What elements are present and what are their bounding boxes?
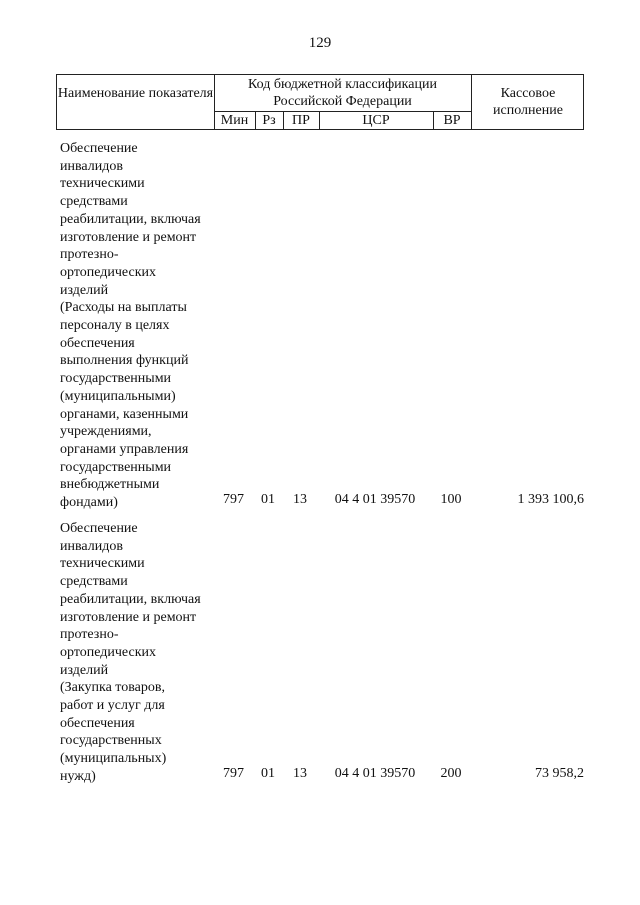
- row-name: [60, 140, 220, 512]
- row-name-line: работ и услуг для: [60, 698, 165, 714]
- header-rz: Рз: [262, 113, 276, 128]
- row-name-line: реабилитации, включая: [60, 211, 201, 227]
- header-name: Наименование показателя: [57, 86, 214, 101]
- header-vr: ВР: [443, 113, 461, 128]
- row-name-line: учреждениями,: [60, 424, 152, 440]
- row-name-line: реабилитации, включая: [60, 591, 201, 607]
- row-name-line: обеспечения: [60, 715, 135, 731]
- row-name-line: изделий: [60, 282, 109, 298]
- cell-pr: 13: [293, 766, 307, 781]
- header-amount: Кассовое исполнение: [493, 86, 563, 118]
- cell-amount: 73 958,2: [535, 766, 584, 781]
- row-name-line: ортопедических: [60, 644, 156, 660]
- cell-rz: 01: [261, 766, 275, 781]
- row-name-line: Обеспечение: [60, 141, 138, 156]
- row-name: [60, 520, 220, 786]
- table-row: [56, 520, 584, 790]
- row-name-line: нужд): [60, 768, 96, 784]
- row-name-line: инвалидов: [60, 538, 123, 554]
- row-name-line: техническими: [60, 556, 145, 572]
- row-name-line: государственными: [60, 459, 172, 475]
- row-name-line: инвалидов: [60, 158, 123, 174]
- cell-csr: 04 4 01 39570: [334, 766, 416, 781]
- row-name-line: государственными: [60, 371, 172, 387]
- row-name-line: Обеспечение: [60, 521, 138, 536]
- header-min: Мин: [220, 113, 249, 128]
- row-name-line: (Закупка товаров,: [60, 680, 165, 696]
- row-name-line: органами, казенными: [60, 406, 189, 422]
- row-name-line: (муниципальных): [60, 751, 167, 767]
- row-name-line: протезно-: [60, 627, 119, 643]
- page-number: 129: [308, 35, 332, 51]
- table-header: [56, 74, 584, 130]
- row-name-line: изготовление и ремонт: [60, 609, 197, 625]
- row-name-line: изготовление и ремонт: [60, 229, 197, 245]
- row-name-line: ортопедических: [60, 264, 156, 280]
- row-name-line: протезно-: [60, 247, 119, 263]
- cell-min: 797: [223, 766, 244, 781]
- cell-rz: 01: [261, 492, 275, 507]
- row-name-line: выполнения функций: [60, 353, 189, 369]
- row-name-line: персоналу в целях: [60, 318, 170, 334]
- row-name-line: средствами: [60, 574, 128, 590]
- table-row: [56, 140, 584, 510]
- header-code-group: Код бюджетной классификации Российской Федерации: [248, 77, 437, 109]
- row-name-line: обеспечения: [60, 335, 135, 351]
- row-name-line: фондами): [60, 495, 118, 511]
- header-csr: ЦСР: [362, 113, 390, 128]
- cell-vr: 200: [440, 766, 462, 781]
- row-name-line: государственных: [60, 733, 162, 749]
- cell-amount: 1 393 100,6: [517, 492, 584, 507]
- row-name-line: внебюджетными: [60, 477, 160, 493]
- row-name-line: средствами: [60, 194, 128, 210]
- cell-vr: 100: [440, 492, 462, 507]
- row-name-line: техническими: [60, 176, 145, 192]
- row-name-line: органами управления: [60, 441, 189, 457]
- row-name-line: (Расходы на выплаты: [60, 300, 187, 316]
- cell-csr: 04 4 01 39570: [334, 492, 416, 507]
- row-name-line: (муниципальными): [60, 388, 176, 404]
- cell-min: 797: [223, 492, 244, 507]
- header-pr: ПР: [292, 113, 310, 128]
- row-name-line: изделий: [60, 662, 109, 678]
- cell-pr: 13: [293, 492, 307, 507]
